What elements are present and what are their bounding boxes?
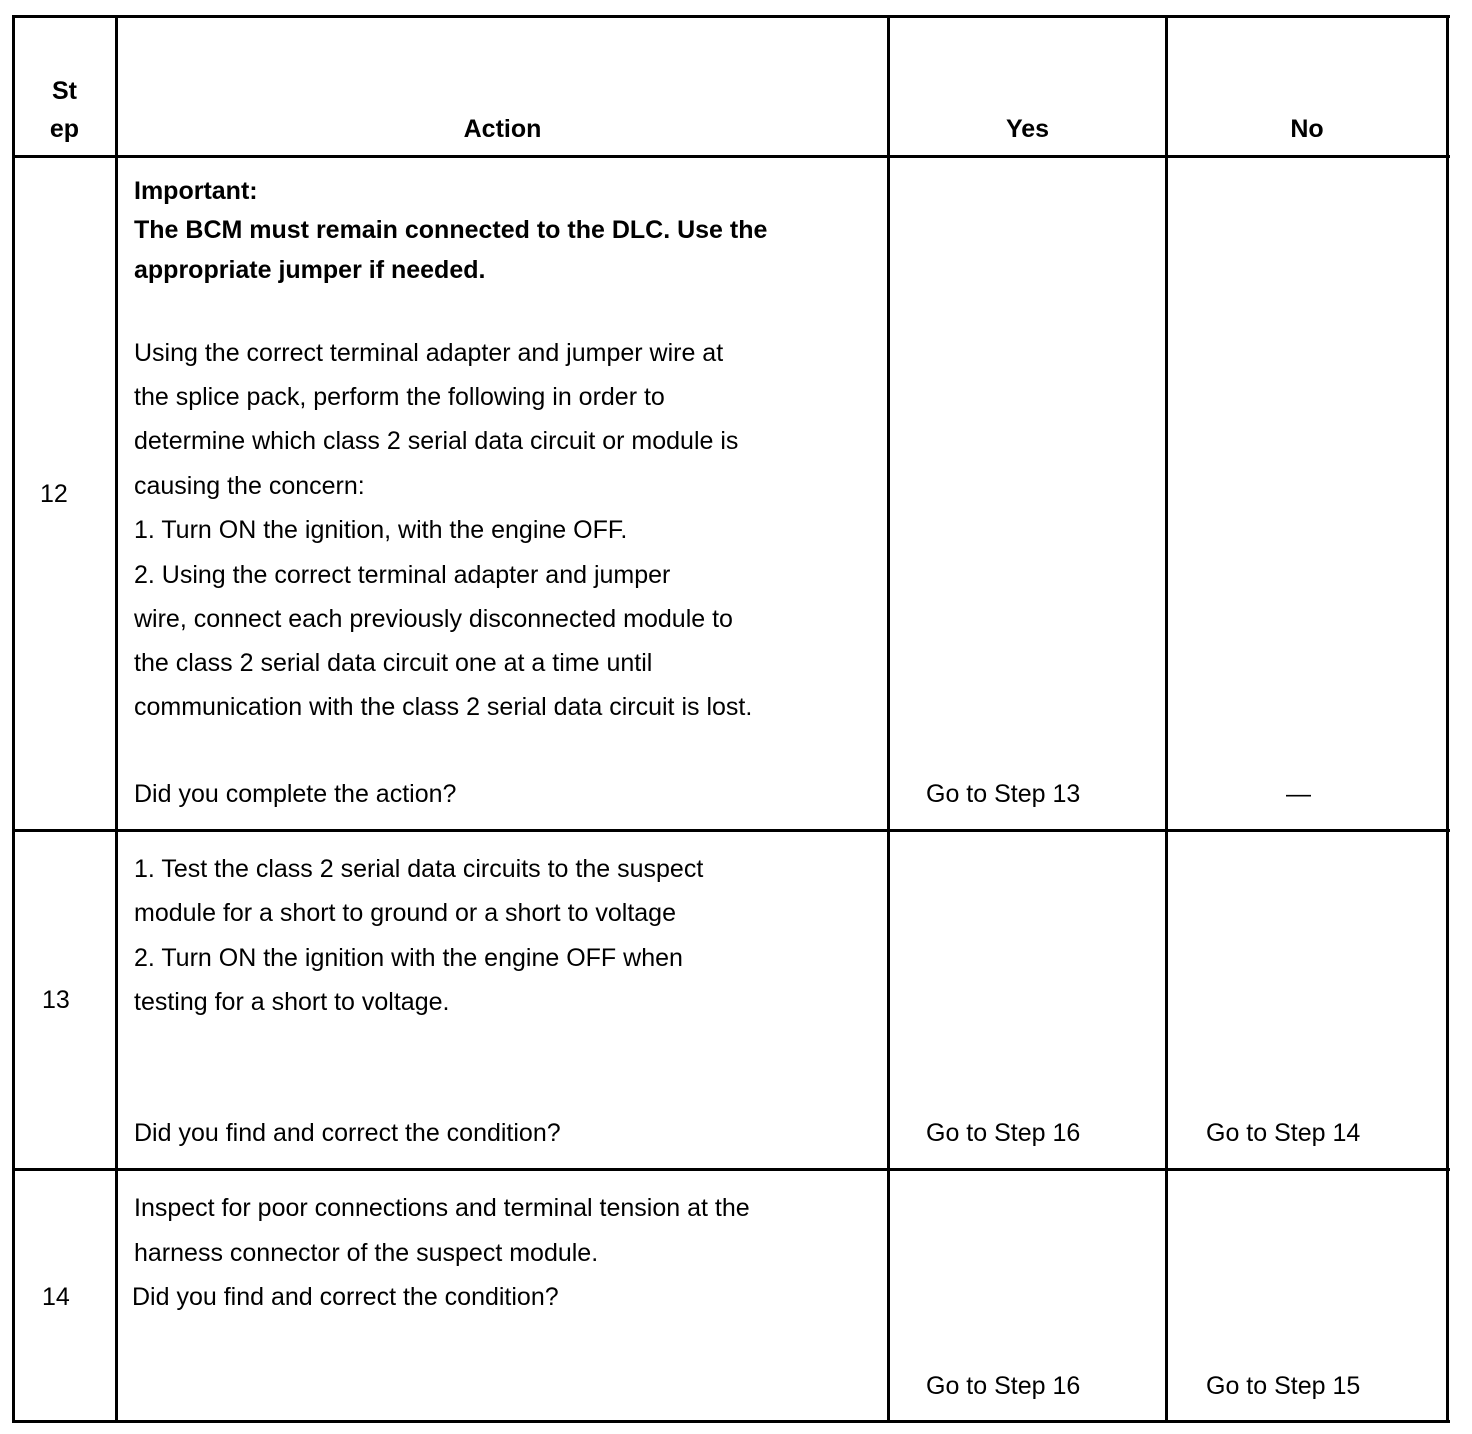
action-line: wire, connect each previously disconnected module to <box>134 605 733 633</box>
header-no: No <box>1290 115 1324 143</box>
question: Did you complete the action? <box>134 780 457 808</box>
step-number: 12 <box>40 480 68 508</box>
table-border-right <box>1446 15 1449 1423</box>
action-line: 1. Turn ON the ignition, with the engine OFF. <box>134 516 628 544</box>
header-step-line2: ep <box>49 115 80 143</box>
action-line: module for a short to ground or a short to voltage <box>134 899 676 927</box>
important-line: The BCM must remain connected to the DLC. Use the <box>134 216 768 244</box>
action-line: Inspect for poor connections and terminal tension at the <box>134 1194 750 1222</box>
action-line: harness connector of the suspect module. <box>134 1239 599 1267</box>
action-line: communication with the class 2 serial data circuit is lost. <box>134 693 753 721</box>
row-divider <box>14 1168 1450 1171</box>
step-number: 13 <box>42 986 70 1014</box>
action-line: Using the correct terminal adapter and jumper wire at <box>134 339 724 367</box>
no-result: — <box>1286 780 1311 808</box>
important-line: appropriate jumper if needed. <box>134 256 486 284</box>
yes-result: Go to Step 16 <box>926 1119 1081 1147</box>
no-result: Go to Step 14 <box>1206 1119 1361 1147</box>
header-divider <box>14 155 1450 158</box>
column-divider <box>887 15 890 1423</box>
column-divider <box>1165 15 1168 1423</box>
action-line: Did you find and correct the condition? <box>132 1283 559 1311</box>
step-number: 14 <box>42 1283 70 1311</box>
important-title: Important: <box>134 177 258 205</box>
action-line: 2. Turn ON the ignition with the engine OFF when <box>134 944 683 972</box>
no-result: Go to Step 15 <box>1206 1372 1361 1400</box>
action-line: the class 2 serial data circuit one at a time until <box>134 649 653 677</box>
action-line: determine which class 2 serial data circuit or module is <box>134 427 739 455</box>
column-divider <box>115 15 118 1423</box>
header-step-line1: St <box>52 77 77 105</box>
table-border-left <box>12 15 15 1423</box>
header-action: Action <box>463 115 542 143</box>
row-divider <box>14 829 1450 832</box>
action-line: 2. Using the correct terminal adapter and jumper <box>134 561 671 589</box>
question: Did you find and correct the condition? <box>134 1119 561 1147</box>
action-line: the splice pack, perform the following in order to <box>134 383 665 411</box>
action-line: causing the concern: <box>134 472 365 500</box>
table-border-bottom <box>14 1420 1450 1423</box>
yes-result: Go to Step 13 <box>926 780 1081 808</box>
table-border-top <box>14 15 1450 18</box>
header-yes: Yes <box>1005 115 1050 143</box>
action-line: testing for a short to voltage. <box>134 988 450 1016</box>
yes-result: Go to Step 16 <box>926 1372 1081 1400</box>
action-line: 1. Test the class 2 serial data circuits to the suspect <box>134 855 704 883</box>
